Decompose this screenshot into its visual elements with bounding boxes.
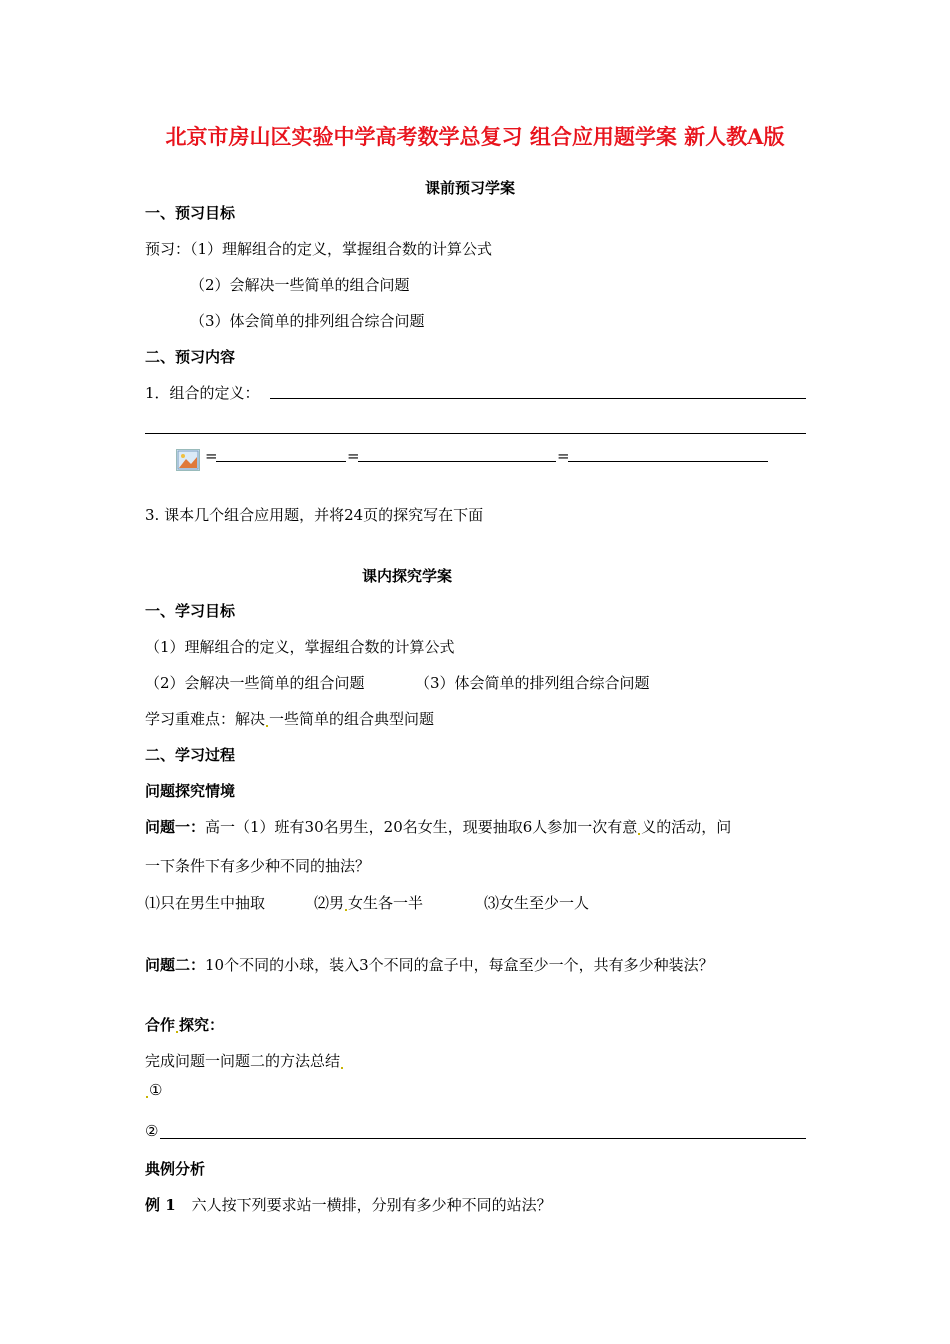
inclass-goal-1: （1）理解组合的定义，掌握组合数的计算公式 bbox=[145, 638, 455, 656]
question-2-text: 10个不同的小球，装入3个不同的盒子中，每盒至少一个，共有多少种装法？ bbox=[205, 956, 714, 974]
formula-equals-1: = bbox=[205, 447, 218, 465]
formula-image bbox=[176, 449, 200, 471]
scenario-heading: 问题探究情境 bbox=[145, 782, 236, 800]
preview-heading: 课前预习学案 bbox=[425, 179, 516, 197]
preview-item-3: 3. 课本几个组合应用题，并将24页的探究写在下面 bbox=[145, 506, 484, 524]
cooperative-heading bbox=[145, 1014, 224, 1035]
summary-point-1 bbox=[145, 1081, 162, 1099]
summary-point-1-label: ① bbox=[149, 1081, 163, 1099]
preview-content-heading: 二、预习内容 bbox=[145, 348, 236, 366]
question-1-option-2 bbox=[314, 892, 423, 913]
question-1-option-1: ⑴只在男生中抽取 bbox=[145, 894, 266, 912]
question-1-line-2: 一下条件下有多少种不同的抽法？ bbox=[145, 857, 371, 875]
cooperative-heading-b: 探究： bbox=[179, 1016, 225, 1034]
example-1-text: 六人按下列要求站一横排，分别有多少种不同的站法？ bbox=[191, 1196, 552, 1214]
method-summary bbox=[145, 1050, 344, 1071]
inclass-goal-3: （3）体会简单的排列组合综合问题 bbox=[415, 674, 650, 692]
key-points-prefix: 学习重难点：解决 bbox=[145, 710, 266, 728]
process-heading: 二、学习过程 bbox=[145, 746, 236, 764]
example-heading: 典例分析 bbox=[145, 1160, 206, 1178]
edit-mark bbox=[146, 1096, 148, 1098]
question-1-text-b: 义的活动，问 bbox=[641, 818, 732, 836]
question-2-label: 问题二： bbox=[145, 956, 206, 974]
inclass-goal-2: （2）会解决一些简单的组合问题 bbox=[145, 674, 365, 692]
edit-mark bbox=[176, 1031, 178, 1033]
example-1 bbox=[145, 1194, 552, 1215]
edit-mark bbox=[266, 725, 268, 727]
formula-blank-3 bbox=[568, 461, 768, 462]
preview-goal-3: （3）体会简单的排列组合综合问题 bbox=[190, 312, 425, 330]
edit-mark bbox=[638, 833, 640, 835]
cooperative-heading-a: 合作 bbox=[145, 1016, 176, 1034]
method-summary-text: 完成问题一问题二的方法总结 bbox=[145, 1052, 341, 1070]
question-2 bbox=[145, 954, 714, 975]
key-points-suffix: 一些简单的组合典型问题 bbox=[269, 710, 435, 728]
inclass-goals-heading: 一、学习目标 bbox=[145, 602, 236, 620]
question-1-text-a: 高一（1）班有30名男生，20名女生，现要抽取6人参加一次有意 bbox=[205, 818, 638, 836]
edit-mark bbox=[345, 909, 347, 911]
definition-blank-line bbox=[270, 398, 806, 399]
formula-equals-3: = bbox=[557, 447, 570, 465]
question-1 bbox=[145, 816, 731, 837]
example-1-label: 例 1 bbox=[145, 1196, 176, 1214]
edit-mark bbox=[341, 1067, 343, 1069]
formula-blank-1 bbox=[216, 461, 346, 462]
question-1-label: 问题一： bbox=[145, 818, 206, 836]
question-1-option-2-a: ⑵男 bbox=[314, 894, 345, 912]
question-1-option-2-b: 女生各一半 bbox=[348, 894, 424, 912]
preview-goals-heading: 一、预习目标 bbox=[145, 204, 236, 222]
summary-point-2-label: ② bbox=[145, 1122, 159, 1140]
inclass-heading: 课内探究学案 bbox=[362, 567, 453, 585]
document-title: 北京市房山区实验中学高考数学总复习 组合应用题学案 新人教A版 bbox=[165, 124, 785, 149]
preview-goal-1: 预习：（1）理解组合的定义，掌握组合数的计算公式 bbox=[145, 240, 493, 258]
definition-prompt: 1．组合的定义： bbox=[145, 384, 260, 402]
key-points bbox=[145, 708, 434, 729]
formula-blank-2 bbox=[358, 461, 556, 462]
definition-blank-line-2 bbox=[145, 433, 806, 434]
summary-blank-line bbox=[160, 1138, 806, 1139]
formula-equals-2: = bbox=[347, 447, 360, 465]
broken-image-icon bbox=[177, 450, 199, 470]
question-1-option-3: ⑶女生至少一人 bbox=[484, 894, 590, 912]
preview-goal-2: （2）会解决一些简单的组合问题 bbox=[190, 276, 410, 294]
